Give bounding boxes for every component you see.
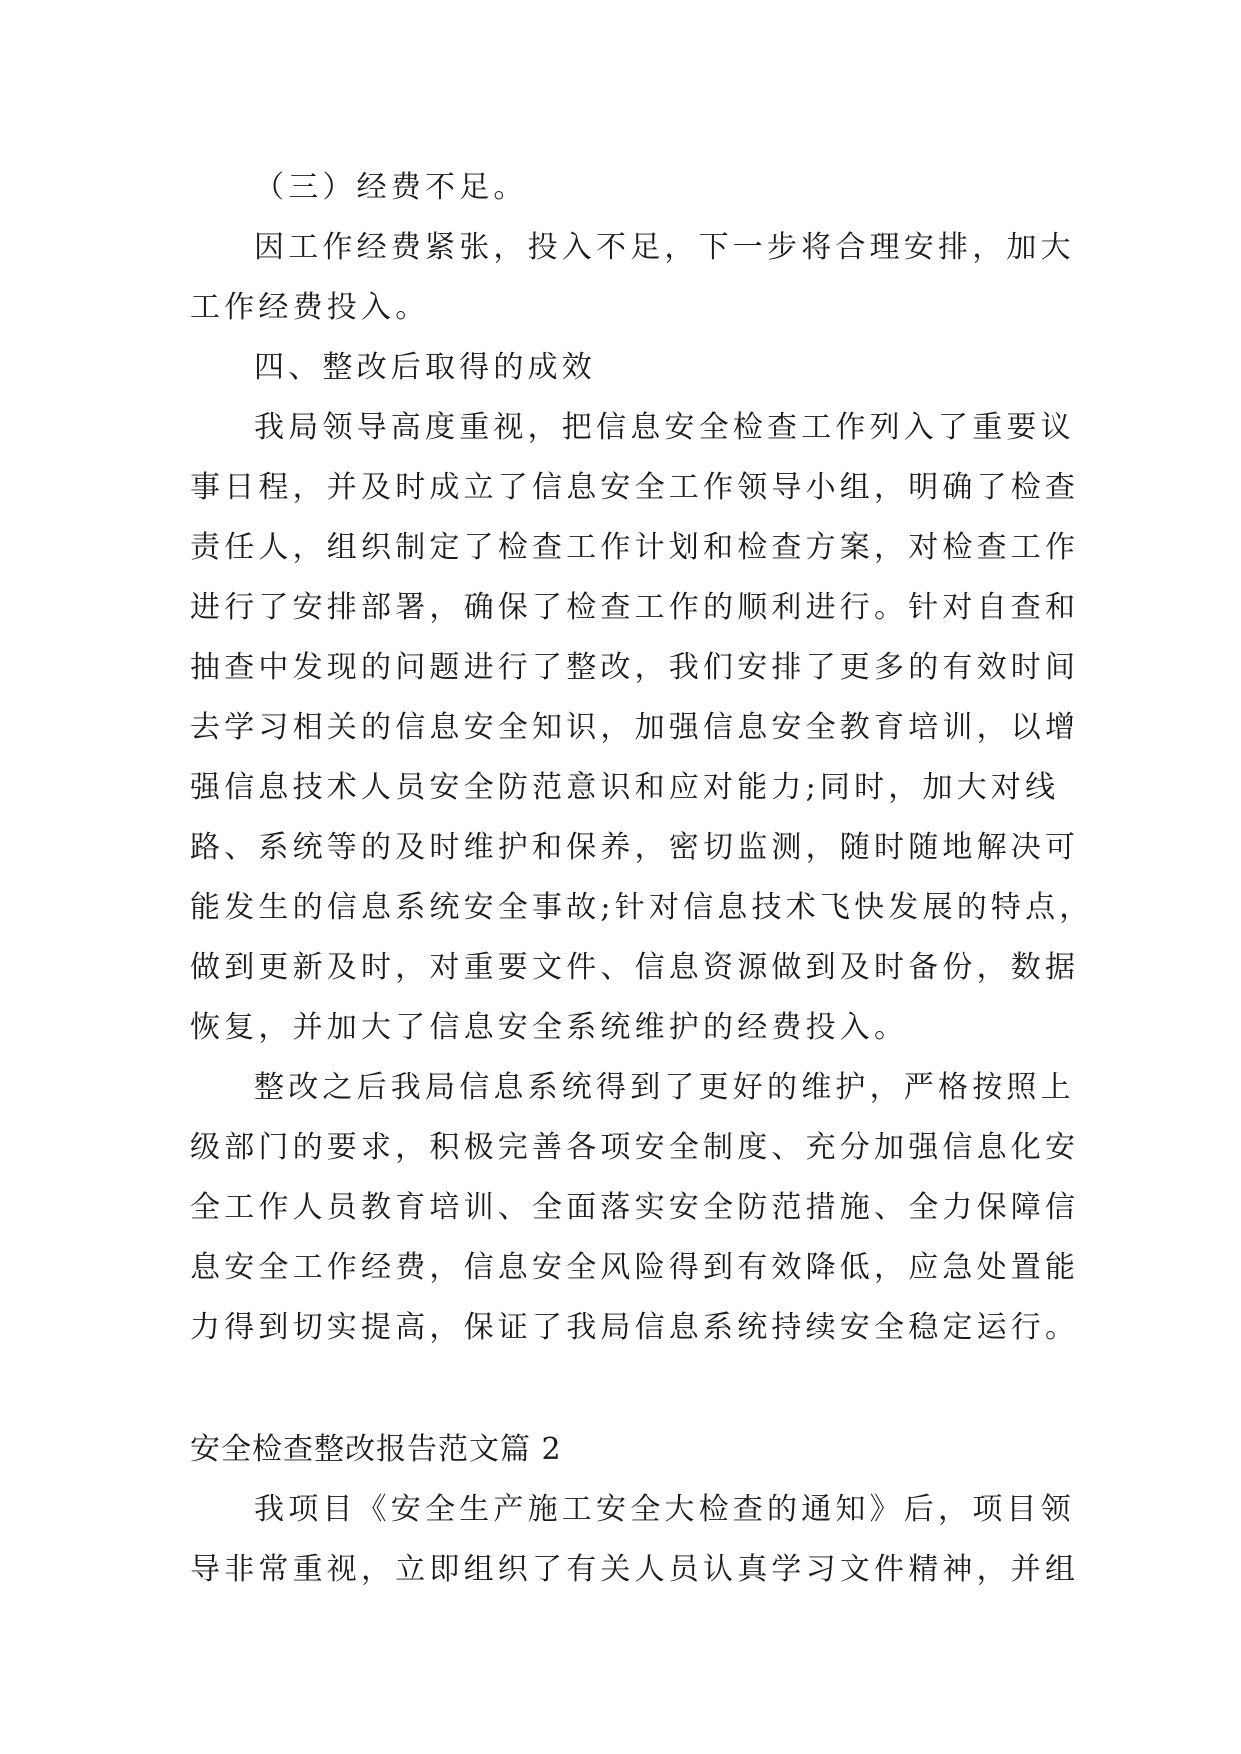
subheading-funding-shortage: （三）经费不足。: [254, 170, 528, 205]
text-line: 导非常重视，立即组织了有关人员认真学习文件精神，并组: [190, 1552, 1080, 1587]
paragraph-results-2: [190, 1058, 1080, 1358]
text-line: 级部门的要求，积极完善各项安全制度、充分加强信息化安: [190, 1130, 1080, 1165]
text-line: 我项目《安全生产施工安全大检查的通知》后，项目领: [254, 1492, 1075, 1527]
text-line: 去学习相关的信息安全知识，加强信息安全教育培训，以增: [190, 710, 1080, 745]
text-line: 我局领导高度重视，把信息安全检查工作列入了重要议: [254, 410, 1075, 445]
text-line: 息安全工作经费，信息安全风险得到有效降低，应急处置能: [190, 1250, 1080, 1285]
text-line: 路、系统等的及时维护和保养，密切监测，随时随地解决可: [190, 830, 1080, 865]
text-line: 做到更新及时，对重要文件、信息资源做到及时备份，数据: [190, 950, 1080, 985]
text-line: 力得到切实提高，保证了我局信息系统持续安全稳定运行。: [190, 1310, 1080, 1345]
text-line: 事日程，并及时成立了信息安全工作领导小组，明确了检查: [190, 470, 1080, 505]
text-line: 整改之后我局信息系统得到了更好的维护，严格按照上: [254, 1070, 1075, 1105]
section-spacer: [190, 1358, 1058, 1420]
paragraph-results-1: [190, 398, 1094, 1058]
article-title: 安全检查整改报告范文篇 2: [190, 1432, 562, 1467]
paragraph-funding: [190, 218, 1075, 338]
text-line: 责任人，组织制定了检查工作计划和检查方案，对检查工作: [190, 530, 1080, 565]
document-body: [190, 158, 1094, 1600]
text-line: 恢复，并加大了信息安全系统维护的经费投入。: [190, 1010, 909, 1045]
subheading-results: 四、整改后取得的成效: [254, 350, 596, 385]
text-line: 全工作人员教育培训、全面落实安全防范措施、全力保障信: [190, 1190, 1080, 1225]
paragraph-article-2: [190, 1480, 1080, 1600]
text-line: 抽查中发现的问题进行了整改，我们安排了更多的有效时间: [190, 650, 1080, 685]
text-line: 因工作经费紧张，投入不足，下一步将合理安排，加大: [254, 230, 1075, 265]
text-line: 工作经费投入。: [190, 290, 430, 325]
text-line: 能发生的信息系统安全事故;针对信息技术飞快发展的特点，: [190, 890, 1094, 925]
text-line: 进行了安排部署，确保了检查工作的顺利进行。针对自查和: [190, 590, 1080, 625]
text-line: 强信息技术人员安全防范意识和应对能力;同时，加大对线: [190, 770, 1060, 805]
